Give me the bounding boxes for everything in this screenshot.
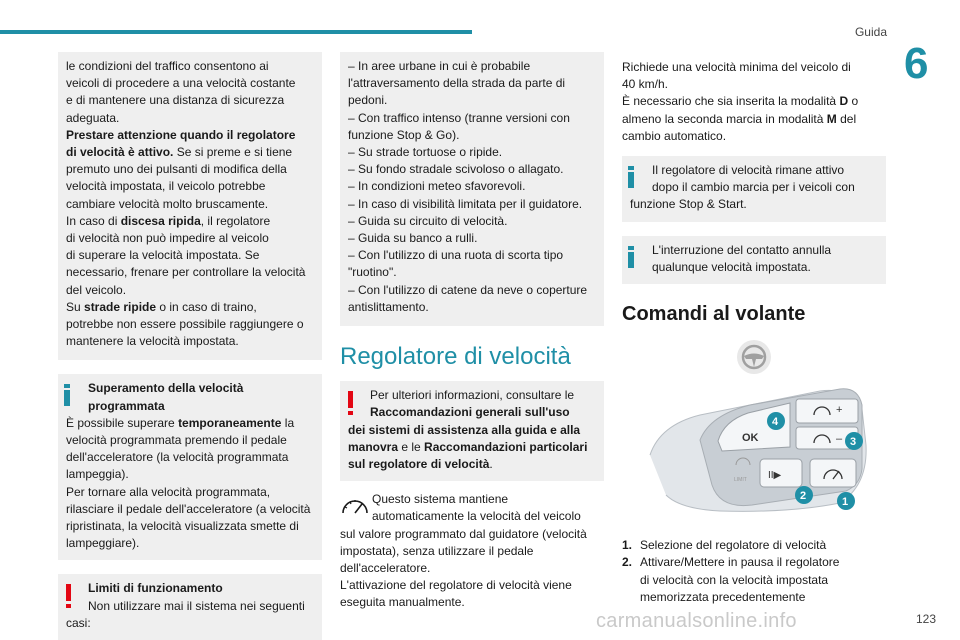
limit-label: LIMIT [734,477,747,484]
override-line: rilasciare il pedale dell'acceleratore (a velocità [66,501,311,516]
minus-label: – [836,433,843,446]
override-line: ripristinata, la velocità visualizzata smette di [66,519,299,534]
callout-1-label: 1 [842,496,849,509]
limits-line: casi: [66,615,91,630]
warning-icon [348,391,353,415]
intro-line: le condizioni del traffico consentono ai [66,59,269,73]
intro-line: veicoli di procedere a una velocità costante [66,76,296,91]
warning-line: dei sistemi di assistenza alla guida e alla [348,422,581,437]
system-description [340,491,604,611]
section-title: Comandi al volante [622,303,806,326]
list-line: pedoni. [348,93,388,108]
list-number: 2. [622,555,633,570]
list-line: – Guida su banco a rulli. [348,231,478,246]
list-line: antislittamento. [348,299,429,314]
requirement-line: È necessario che sia inserita la modalità D o [622,94,859,109]
plus-label: + [836,404,843,417]
override-line: velocità programmata premendo il pedale [66,433,287,448]
system-line: dell'acceleratore. [340,561,431,576]
requirement-line: almeno la seconda marcia in modalità M del [622,111,857,126]
pause-label: II▶ [768,470,782,482]
steep-line: potrebbe non essere possibile raggiungere o [66,317,304,332]
intro-line: adeguata. [66,110,120,125]
warning-line: manovra e le Raccomandazioni particolari [348,439,588,454]
steep-line: Su strade ripide o in caso di traino, [66,299,257,314]
system-line: automaticamente la velocità del veicolo [372,509,581,524]
callout-3-label: 3 [850,436,857,449]
steep-line: mantenere la velocità impostata. [66,334,239,349]
limits-warning [58,574,322,640]
stop-start-note [622,156,886,222]
list-text: memorizzata precedentemente [640,589,806,604]
limits-line: Non utilizzare mai il sistema nei seguenti [88,598,305,613]
list-number: 1. [622,538,633,553]
controls-list [622,537,886,606]
list-item [622,554,886,606]
list-line: – In aree urbane in cui è probabile [348,59,531,73]
steering-wheel-icon [736,339,772,375]
descent-line: di velocità non può impedire al veicolo [66,231,269,246]
attention-line: premuto uno dei pulsanti di modifica della [66,162,287,177]
override-line: È possibile superare temporaneamente la [66,415,295,430]
system-line: sul valore programmato dal guidatore (velocità [340,526,587,541]
list-line: – In caso di visibilità limitata per il guidatore. [348,196,583,211]
descent-line: di superare la velocità impostata. Se [66,248,260,263]
list-line: – Con l'utilizzo di una ruota di scorta tipo [348,248,564,263]
column-1 [58,52,322,640]
intro-line: e di mantenere una distanza di sicurezza [66,93,285,108]
list-line: – Con traffico intenso (tranne versioni con [348,110,570,125]
list-line: l'attraversamento della strada da parte di [348,76,566,91]
list-item [622,537,886,554]
list-line: – Su fondo stradale scivoloso o allagato. [348,162,564,177]
descent-line: del veicolo. [66,282,127,297]
info-icon [628,166,634,188]
recommendations-warning [340,381,604,481]
note-line: Il regolatore di velocità rimane attivo [652,163,845,178]
column-2 [340,52,604,612]
column-3 [622,59,886,606]
list-line: "ruotino". [348,265,397,280]
list-line: – In condizioni meteo sfavorevoli. [348,179,526,194]
info-icon [628,246,634,268]
ignition-note [622,236,886,284]
limits-list-box [340,52,604,326]
warning-icon [66,584,71,608]
ok-label: OK [742,432,759,445]
override-line: lampeggiare). [66,536,140,551]
header-accent-bar [0,30,472,34]
section-title: Regolatore di velocità [340,343,571,371]
speedometer-icon [340,495,370,517]
override-line: Per tornare alla velocità programmata, [66,484,271,499]
watermark: carmanualsonline.info [596,610,797,632]
note-title: Superamento della velocità [88,381,244,396]
intro-box [58,52,322,360]
attention-line: cambiare velocità molto bruscamente. [66,196,269,211]
system-line: eseguita manualmente. [340,595,465,610]
attention-line: di velocità è attivo. Se si preme e si tiene [66,145,293,160]
requirement-line: Richiede una velocità minima del veicolo di [622,60,851,74]
descent-line: necessario, frenare per controllare la velocità [66,265,306,280]
requirement-line: cambio automatico. [622,128,727,143]
warning-line: sul regolatore di velocità. [348,457,493,472]
steering-controls-diagram [640,385,870,517]
system-line: Questo sistema mantiene [372,492,509,507]
note-line: qualunque velocità impostata. [652,259,811,274]
warning-line: Raccomandazioni generali sull'uso [370,405,570,420]
page-number: 123 [915,612,936,626]
speed-plus-button[interactable] [796,399,858,423]
list-text: Attivare/Mettere in pausa il regolatore [640,555,840,570]
cruise-select-button[interactable] [810,459,856,487]
info-icon [64,384,70,406]
requirement-line: 40 km/h. [622,77,669,92]
note-line: dopo il cambio marcia per i veicoli con [652,180,855,195]
list-line: funzione Stop & Go). [348,127,460,142]
header-title: Guida [854,25,887,39]
warning-line: Per ulteriori informazioni, consultare le [370,388,575,403]
override-line: lampeggia). [66,467,129,482]
system-line: L'attivazione del regolatore di velocità viene [340,578,572,593]
callout-2-label: 2 [800,490,807,503]
list-line: – Su strade tortuose o ripide. [348,145,503,160]
attention-line: velocità impostata, il veicolo potrebbe [66,179,266,194]
list-text: di velocità con la velocità impostata [640,572,829,587]
list-line: – Con l'utilizzo di catene da neve o coperture [348,282,588,297]
descent-line: In caso di discesa ripida, il regolatore [66,213,271,228]
list-text: Selezione del regolatore di velocità [640,538,827,553]
note-title: Limiti di funzionamento [88,581,223,596]
callout-4-label: 4 [772,416,779,429]
list-line: – Guida su circuito di velocità. [348,213,508,228]
note-line: funzione Stop & Start. [630,197,747,212]
override-note [58,374,322,560]
system-line: impostata), senza utilizzare il pedale [340,543,534,558]
override-line: dell'acceleratore (la velocità programmata [66,450,289,465]
note-title: programmata [88,398,165,413]
note-line: L'interruzione del contatto annulla [652,242,832,257]
attention-line: Prestare attenzione quando il regolatore [66,127,296,142]
chapter-number: 6 [904,39,929,88]
